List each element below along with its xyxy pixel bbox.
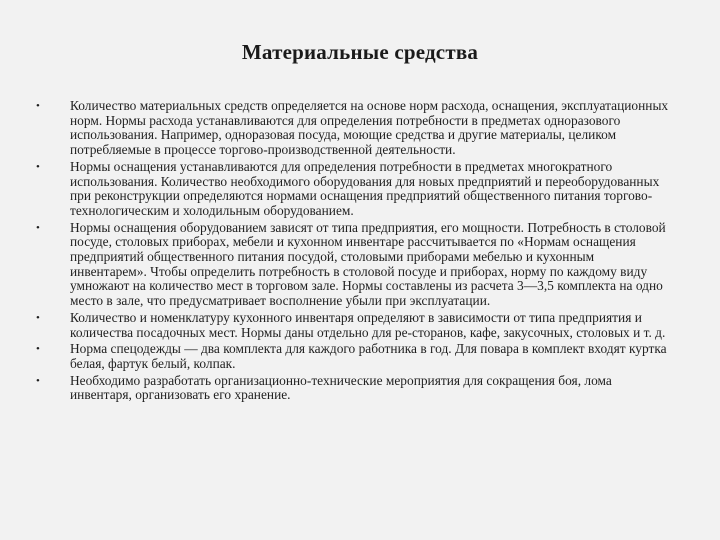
- bullet-text: Необходимо разработать организационно-технические мероприятия для сокращения боя, лома инвентаря, организовать его хранение.: [70, 372, 612, 403]
- bullet-icon: •: [36, 221, 40, 234]
- bullet-list: [36, 99, 672, 405]
- bullet-item: [36, 221, 672, 309]
- bullet-icon: •: [36, 374, 40, 387]
- bullet-icon: •: [36, 343, 40, 356]
- bullet-item: [36, 160, 672, 219]
- bullet-text: Нормы оснащения оборудованием зависят от типа предприятия, его мощности. Потребность в столовой посуде, столовых приборах, мебели и кухонном инвентаре рассчитывается по «Нормам оснащения предприятий общественного питания посудой, столовыми приборами мебелью и кухонным инвентарем». Чтобы определить потребность в столовой посуде и приборах, норму по каждому виду умножают на количество мест в торговом зале. Нормы составлены из расчета 3—3,5 комплекта на одно место в зале, что предусматривает восполнение убыли при эксплуатации.: [70, 219, 666, 309]
- bullet-text: Количество материальных средств определяется на основе норм расхода, оснащения, эксплуатационных норм. Нормы расхода устанавливаются для определения потребности в предметах одноразового использования. Например, одноразовая посуда, моющие средства и другие материалы, целиком потребляемые в процессе торгово-производственной деятельности.: [70, 98, 669, 158]
- bullet-text: Норма спецодежды — два комплекта для каждого работника в год. Для повара в комплект входят куртка белая, фартук белый, колпак.: [70, 341, 667, 371]
- bullet-item: [36, 342, 672, 371]
- bullet-text: Нормы оснащения устанавливаются для определения потребности в предметах многократного использования. Количество необходимого оборудования для новых предприятий и переоборудованных при реконструкции определяются нормами оснащения предприятий общественного питания торгово-технологическим и холодильным оборудованием.: [70, 158, 660, 218]
- bullet-item: [36, 311, 672, 340]
- bullet-icon: •: [36, 160, 40, 173]
- bullet-text: Количество и номенклатуру кухонного инвентаря определяют в зависимости от типа предприятия и количества посадочных мест. Нормы даны отдельно для ре-сторанов, кафе, закусочных, столовых и т. д.: [70, 309, 666, 340]
- bullet-icon: •: [36, 100, 40, 112]
- bullet-icon: •: [36, 311, 40, 324]
- bullet-item: [36, 99, 672, 158]
- bullet-item: [36, 374, 672, 403]
- slide-title: Материальные средства: [241, 40, 479, 64]
